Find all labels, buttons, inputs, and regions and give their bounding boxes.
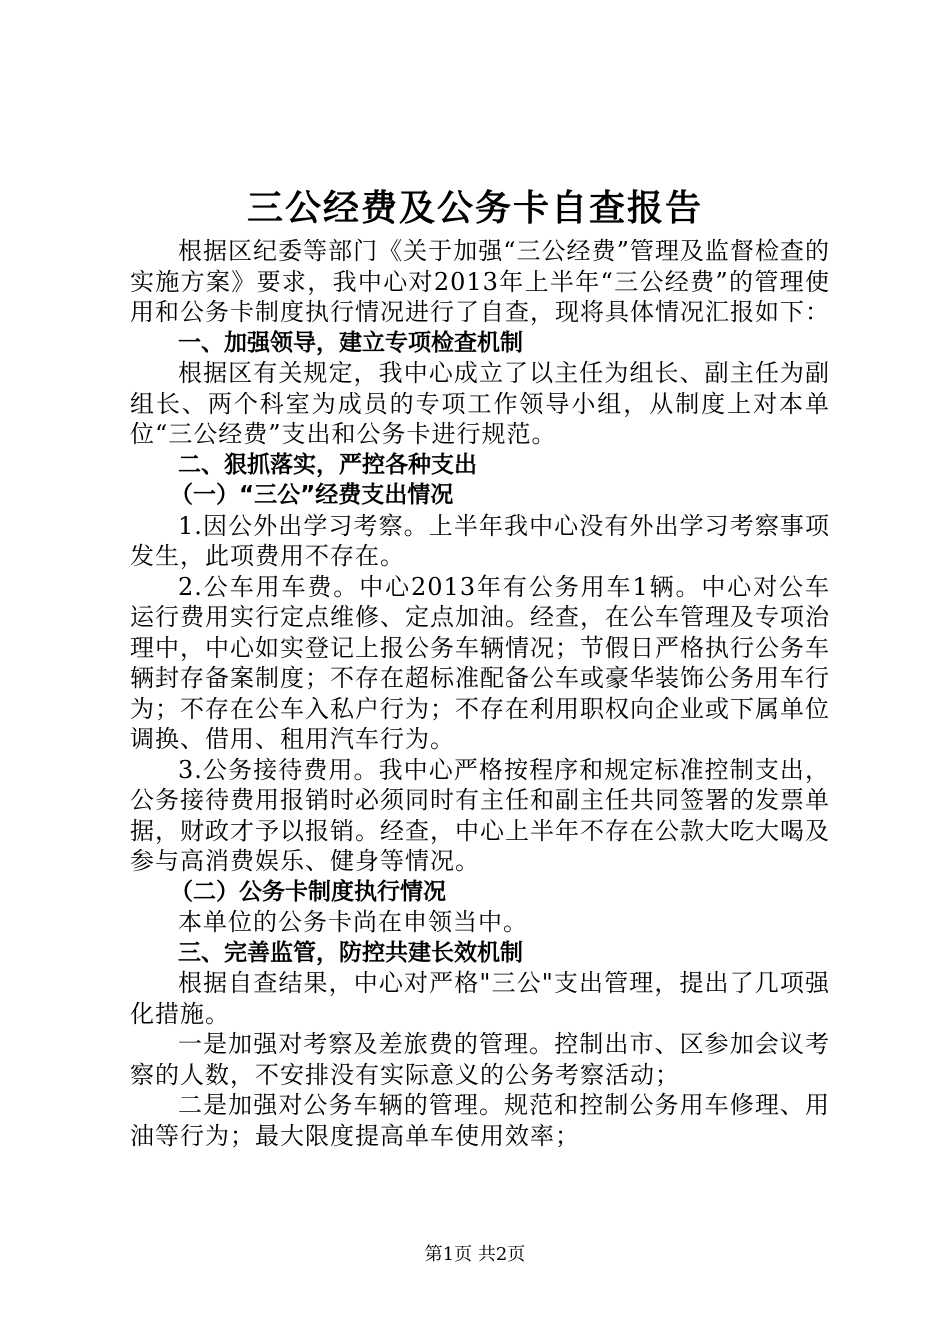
section-heading-1: 一、加强领导，建立专项检查机制 xyxy=(178,329,523,356)
subsection-heading-2: （二）公务卡制度执行情况 xyxy=(170,878,446,905)
intro-paragraph: 根据区纪委等部门《关于加强“三公经费”管理及监督检查的实施方案》要求，我中心对2013年上半年“三公经费”的管理使用和公务卡制度执行情况进行了自查，现将具体情况汇报如下： xyxy=(130,237,830,326)
measure-2-paragraph: 二是加强对公务车辆的管理。规范和控制公务用车修理、用油等行为；最大限度提高单车使用效率； xyxy=(130,1091,830,1150)
item-1-paragraph: 1.因公外出学习考察。上半年我中心没有外出学习考察事项发生，此项费用不存在。 xyxy=(130,511,830,570)
page-footer: 第1页 共2页 xyxy=(424,1244,526,1265)
document-title: 三公经费及公务卡自查报告 xyxy=(246,187,703,229)
measures-intro-paragraph: 根据自查结果，中心对严格"三公"支出管理，提出了几项强化措施。 xyxy=(130,969,830,1028)
item-2-paragraph: 2.公车用车费。中心2013年有公务用车1辆。中心对公车运行费用实行定点维修、定点加油。经查，在公车管理及专项治理中，中心如实登记上报公务车辆情况；节假日严格执行公务车辆封存备案制度；不存在超标准配备公车或豪华装饰公务用车行为；不存在公车入私户行为；不存在利用职权向企业或下属单位调换、借用、租用汽车行为。 xyxy=(130,572,830,753)
document-body xyxy=(130,236,830,1151)
item-3-paragraph: 3.公务接待费用。我中心严格按程序和规定标准控制支出，公务接待费用报销时必须同时有主任和副主任共同签署的发票单据，财政才予以报销。经查，中心上半年不存在公款大吃大喝及参与高消费娱乐、健身等情况。 xyxy=(130,755,830,875)
card-status-paragraph: 本单位的公务卡尚在申领当中。 xyxy=(178,908,528,936)
section-1-paragraph: 根据区有关规定，我中心成立了以主任为组长、副主任为副组长、两个科室为成员的专项工作领导小组，从制度上对本单位“三公经费”支出和公务卡进行规范。 xyxy=(130,359,830,448)
section-heading-2: 二、狠抓落实，严控各种支出 xyxy=(178,451,477,478)
measure-1-paragraph: 一是加强对考察及差旅费的管理。控制出市、区参加会议考察的人数，不安排没有实际意义的公务考察活动； xyxy=(130,1030,830,1089)
section-heading-3: 三、完善监管，防控共建长效机制 xyxy=(178,939,523,966)
subsection-heading-1: （一）“三公”经费支出情况 xyxy=(170,482,454,508)
